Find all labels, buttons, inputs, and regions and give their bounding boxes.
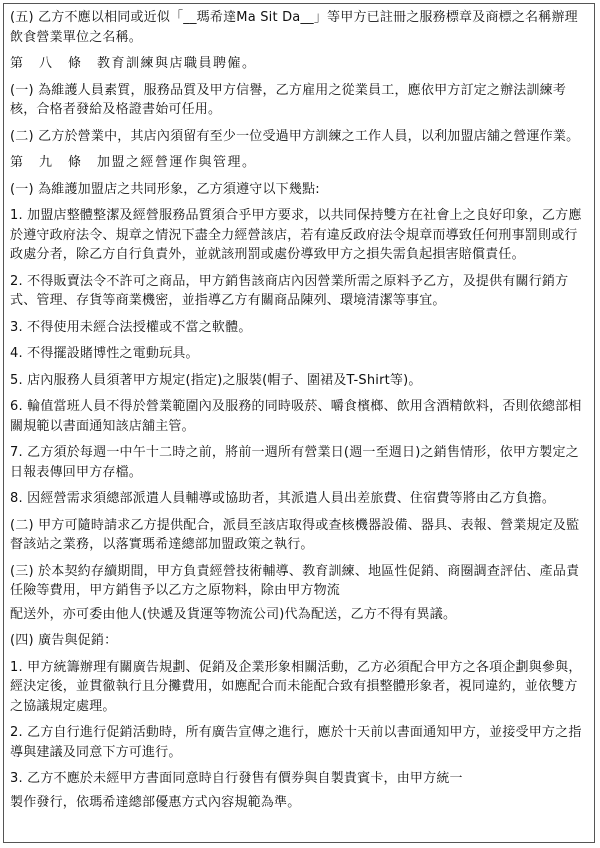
paragraph-9-3: (三) 於本契約存續期間，甲方負責經營技術輔導、教育訓練、地區性促銷、商圈調查評估、產品責任險等費用，甲方銷售予以乙方之原物料，除由甲方物流 [10, 563, 580, 598]
paragraph-8-2: (二) 乙方於營業中，其店內須留有至少一位受過甲方訓練之工作人員，以利加盟店舖之營運作業。 [10, 128, 580, 144]
list-item-9-1-2: 2. 不得販賣法令不許可之商品，甲方銷售該商店內因營業所需之原料予乙方，及提供有關行銷方式、管理、存貨等商業機密，並指導乙方有關商品陳列、環境清潔等事宜。 [10, 273, 569, 308]
paragraph-9-3-continued: 配送外，亦可委由他人(快遞及貨運等物流公司)代為配送，乙方不得有異議。 [10, 606, 457, 622]
document-page [3, 3, 595, 843]
paragraph-trademark-clause: (五) 乙方不應以相同或近似「__瑪希達Ma Sit Da__」等甲方已註冊之服務標章及商標之名稱辦理飲食營業單位之名稱。 [10, 10, 578, 45]
article-9-heading: 第 九 條 加盟之經營運作與管理。 [10, 155, 257, 170]
paragraph-9-4-heading: (四) 廣告與促銷： [10, 633, 118, 648]
paragraph-9-2: (二) 甲方可隨時請求乙方提供配合，派員至該店取得或查核機器設備、器具、表報、營業規定及監督該站之業務，以落實瑪希達總部加盟政策之執行。 [10, 517, 580, 552]
article-8-heading: 第 八 條 教育訓練與店職員聘僱。 [10, 56, 257, 71]
document-content [10, 8, 588, 819]
list-item-9-1-3: 3. 不得使用未經合法授權或不當之軟體。 [10, 319, 252, 335]
paragraph-8-1: (一) 為維護人員素質，服務品質及甲方信譽，乙方雇用之從業員工，應依甲方訂定之辦法訓練考核，合格者發給及格證書始可任用。 [10, 82, 567, 117]
list-item-9-1-1: 1. 加盟店整體整潔及經營服務品質須合乎甲方要求，以共同保持雙方在社會上之良好印象，乙方應於遵守政府法令、規章之情況下盡全力經營該店，若有違反政府法令規章而導致任何刑事罰則或行政處分者，除乙方自行負責外，並就該刑罰或處份導致甲方之損失需負起損害賠償責任。 [10, 208, 582, 262]
list-item-9-1-4: 4. 不得擺設賭博性之電動玩具。 [10, 346, 199, 361]
paragraph-9-1: (一) 為維護加盟店之共同形象，乙方須遵守以下幾點: [10, 181, 320, 197]
list-item-9-4-1: 1. 甲方統籌辦理有關廣告規劃、促銷及企業形象相關活動，乙方必須配合甲方之各項企劃與參與，經決定後，並貫徹執行且分攤費用，如應配合而未能配合致有損整體形象者，視同違約，並依雙方之協議規定處理。 [10, 659, 582, 714]
list-item-9-1-8: 8. 因經營需求須總部派遣人員輔導或協助者，其派遣人員出差旅費、住宿費等將由乙方負擔。 [10, 491, 556, 506]
list-item-9-4-3-continued: 製作發行，依瑪希達總部優惠方式內容規範為準。 [10, 794, 301, 810]
list-item-9-4-3: 3. 乙方不應於未經甲方書面同意時自行發售有價券與自製貴賓卡，由甲方統一 [10, 771, 463, 786]
list-item-9-1-5: 5. 店內服務人員須著甲方規定(指定)之服裝(帽子、圍裙及T-Shirt等)。 [10, 372, 422, 388]
list-item-9-1-7: 7. 乙方須於每週一中午十二時之前，將前一週所有營業日(週一至週日)之銷售情形，依甲方製定之日報表傳回甲方存檔。 [10, 445, 579, 480]
list-item-9-1-6: 6. 輪值當班人員不得於營業範圍內及服務的同時吸菸、嚼食檳榔、飲用含酒精飲料，否則依總部相關規範以書面通知該店舖主管。 [10, 399, 582, 434]
list-item-9-4-2: 2. 乙方自行進行促銷活動時，所有廣告宣傳之進行，應於十天前以書面通知甲方，並接受甲方之指導與建議及同意下方可進行。 [10, 725, 582, 760]
